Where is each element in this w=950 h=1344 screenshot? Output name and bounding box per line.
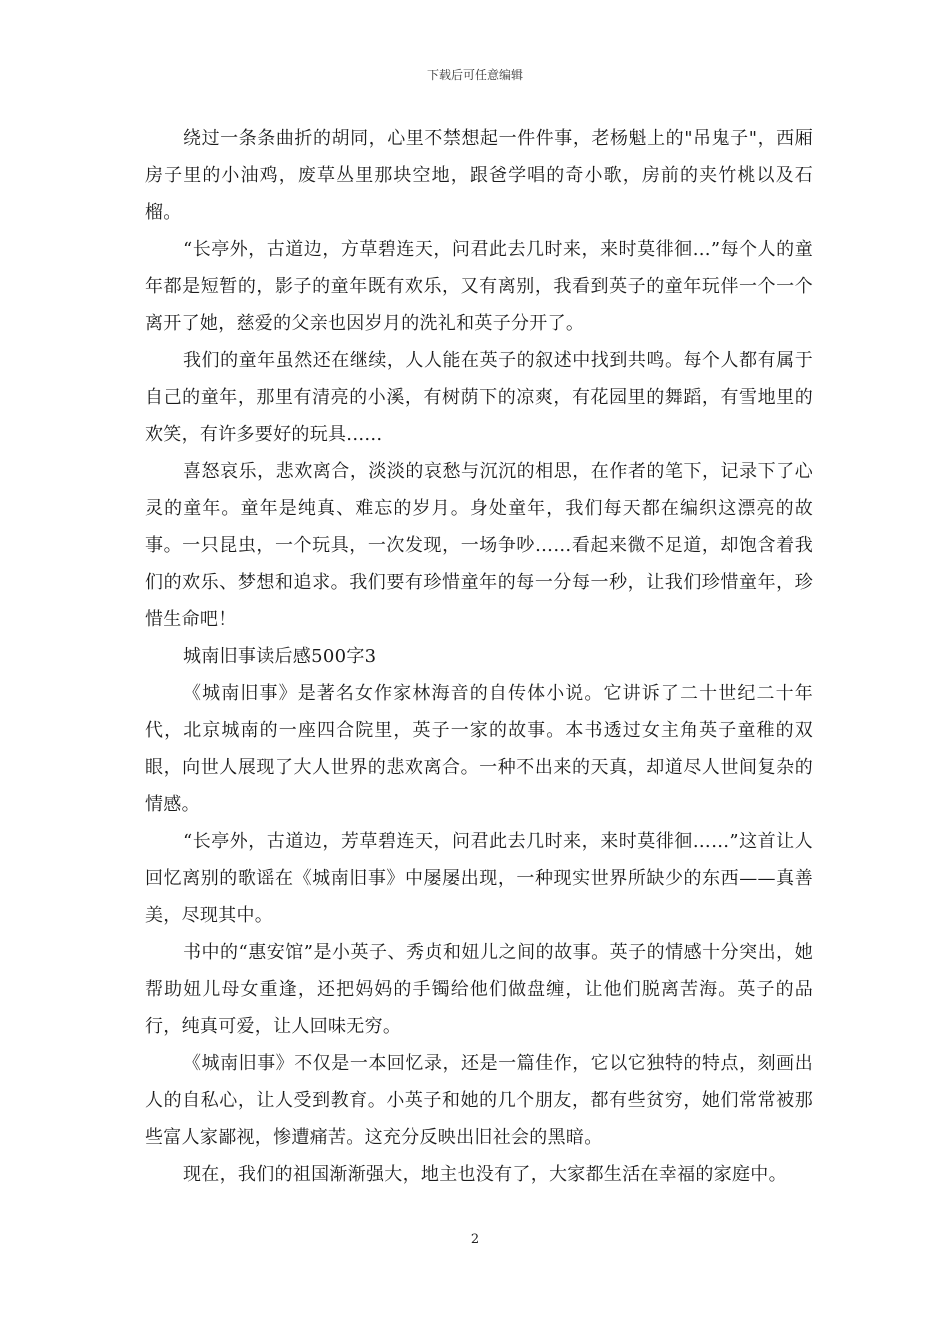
paragraph: 我们的童年虽然还在继续，人人能在英子的叙述中找到共鸣。每个人都有属于自己的童年，那里有清亮的小溪，有树荫下的凉爽，有花园里的舞蹈，有雪地里的欢笑，有许多要好的玩具...... (145, 350, 813, 445)
paragraph: 书中的“惠安馆”是小英子、秀贞和妞儿之间的故事。英子的情感十分突出，她帮助妞儿母女重逢，还把妈妈的手镯给他们做盘缠，让他们脱离苦海。英子的品行，纯真可爱，让人回味无穷。 (145, 942, 813, 1037)
paragraph: “长亭外，古道边，方草碧连天，问君此去几时来，来时莫徘徊…”每个人的童年都是短暂的，影子的童年既有欢乐，又有离别，我看到英子的童年玩伴一个一个离开了她，慈爱的父亲也因岁月的洗礼和英子分开了。 (145, 239, 813, 334)
page-header: 下载后可任意编辑 (426, 68, 523, 82)
section-heading: 城南旧事读后感500字3 (183, 646, 377, 667)
document-body (145, 120, 813, 1193)
page-number: 2 (470, 1232, 480, 1247)
paragraph: 《城南旧事》是著名女作家林海音的自传体小说。它讲诉了二十世纪二十年代，北京城南的一座四合院里，英子一家的故事。本书透过女主角英子童稚的双眼，向世人展现了大人世界的悲欢离合。一种不出来的天真，却道尽人世间复杂的情感。 (145, 683, 813, 815)
paragraph: 绕过一条条曲折的胡同，心里不禁想起一件件事，老杨魁上的"吊鬼子"，西厢房子里的小油鸡，废草丛里那块空地，跟爸学唱的奇小歌，房前的夹竹桃以及石榴。 (145, 128, 813, 223)
paragraph: “长亭外，古道边，芳草碧连天，问君此去几时来，来时莫徘徊……”这首让人回忆离别的歌谣在《城南旧事》中屡屡出现，一种现实世界所缺少的东西——真善美，尽现其中。 (145, 831, 813, 926)
paragraph: 现在，我们的祖国渐渐强大，地主也没有了，大家都生活在幸福的家庭中。 (183, 1164, 787, 1185)
paragraph: 《城南旧事》不仅是一本回忆录，还是一篇佳作，它以它独特的特点，刻画出人的自私心，让人受到教育。小英子和她的几个朋友，都有些贫穷，她们常常被那些富人家鄙视，惨遭痛苦。这充分反映出旧社会的黑暗。 (145, 1053, 813, 1148)
paragraph: 喜怒哀乐，悲欢离合，淡淡的哀愁与沉沉的相思，在作者的笔下，记录下了心灵的童年。童年是纯真、难忘的岁月。身处童年，我们每天都在编织这漂亮的故事。一只昆虫，一个玩具，一次发现，一场争吵……看起来微不足道，却饱含着我们的欢乐、梦想和追求。我们要有珍惜童年的每一分每一秒，让我们珍惜童年，珍惜生命吧！ (145, 461, 813, 630)
